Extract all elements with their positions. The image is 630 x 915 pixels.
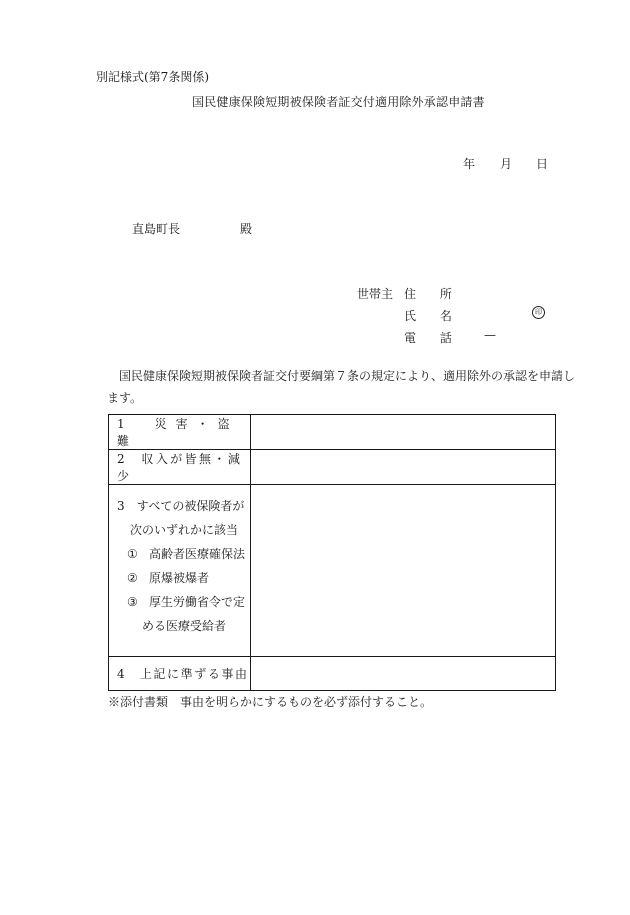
phone-separator: — xyxy=(484,328,496,342)
circled-3-mark: ③ xyxy=(127,595,138,609)
addressee-name: 直島町長 xyxy=(132,222,181,236)
reason-label-equivalent: 4 上記に準ずる事由 xyxy=(117,667,249,681)
reason-row-4 xyxy=(109,657,556,691)
seal-icon: 印 xyxy=(532,306,545,319)
reason-label-cell xyxy=(109,450,251,485)
reason-value-cell-insured-persons[interactable] xyxy=(251,485,556,657)
reason-3-line-2: 次のいずれかに該当 xyxy=(130,523,239,537)
reason-3-option-2-text: 原爆被爆者 xyxy=(149,571,210,585)
application-statement: 国民健康保険短期被保険者証交付要綱第７条の規定により、適用除外の承認を申請します。 xyxy=(107,369,576,405)
reason-3-line-1: 3 すべての被保険者が xyxy=(117,499,245,513)
reason-value-cell-equivalent[interactable] xyxy=(251,657,556,691)
reason-label-cell xyxy=(109,415,251,450)
applicant-heading: 世帯主 xyxy=(357,287,394,301)
date-day-label: 日 xyxy=(536,157,549,171)
form-label: 別記様式(第7条関係) xyxy=(96,70,209,84)
attachment-note: ※添付書類 事由を明らかにするものを必ず添付すること。 xyxy=(108,695,433,709)
address-label: 住 所 xyxy=(404,287,462,301)
reason-value-cell-income[interactable] xyxy=(251,450,556,485)
reason-3-option-3-text: 厚生労働省令で定 xyxy=(149,595,246,609)
date-month-label: 月 xyxy=(500,157,513,171)
reason-row-2 xyxy=(109,450,556,485)
phone-label: 電 話 xyxy=(404,331,462,345)
circled-1-mark: ① xyxy=(127,547,138,561)
date-year-label: 年 xyxy=(463,157,476,171)
reason-row-3 xyxy=(109,485,556,657)
reason-label-cell xyxy=(109,485,251,657)
reason-3-option-2 xyxy=(117,566,250,590)
reason-3-option-3 xyxy=(117,590,250,614)
reason-3-option-1 xyxy=(117,542,250,566)
name-label: 氏 名 xyxy=(404,309,462,323)
reason-table xyxy=(108,414,556,691)
reason-label-disaster: 1 災害・盗難 xyxy=(117,417,239,448)
reason-3-option-1-text: 高齢者医療確保法 xyxy=(149,547,246,561)
reason-3-option-3-continued: める医療受給者 xyxy=(142,619,227,633)
reason-label-insured-persons xyxy=(109,485,250,656)
document-title: 国民健康保険短期被保険者証交付適用除外承認申請書 xyxy=(192,95,485,109)
circled-2-mark: ② xyxy=(127,571,138,585)
reason-row-1 xyxy=(109,415,556,450)
addressee-honorific: 殿 xyxy=(240,222,253,236)
reason-value-cell-disaster[interactable] xyxy=(251,415,556,450)
reason-label-income: 2 収入が皆無・減少 xyxy=(117,452,243,483)
reason-label-cell xyxy=(109,657,251,691)
